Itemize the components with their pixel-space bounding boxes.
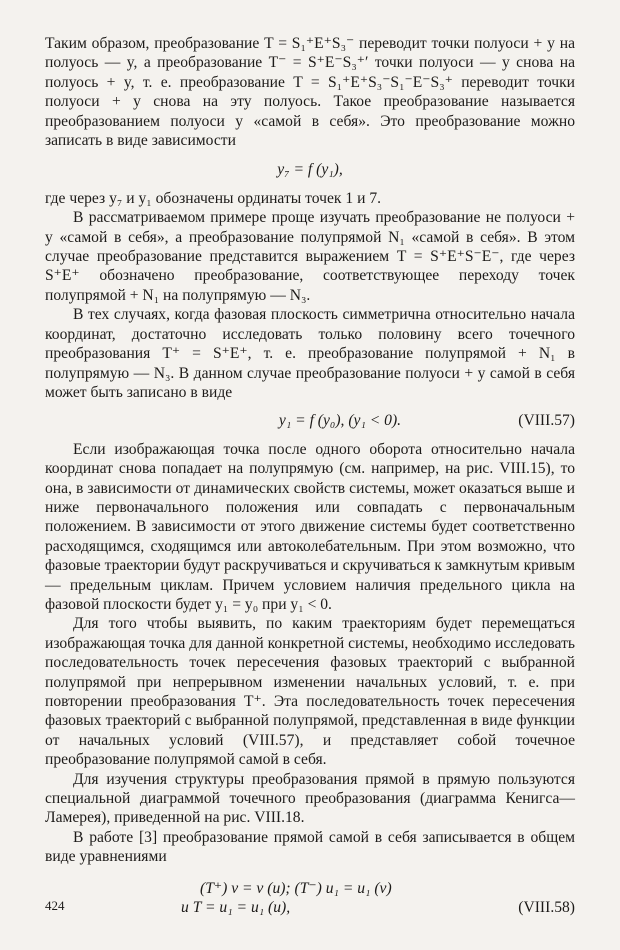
equation-number-viii-57: (VIII.57) [518, 412, 575, 430]
paragraph-5: Если изображающая точка после одного оборота относительно начала координат снова попадает на полупрямую (см. например, на рис. VIII.15), то она, в зависимости от динамических свойств системы, может оказаться выше и ниже первоначального положения или совпадать с первоначальным положением. В зависимости от этого движение системы будет соответственно расходящимся, сходящимся или автоколебательным. При этом возможно, что фазовые траектории будут раскручиваться и скручиваться к замкнутым кривым — предельным циклам. Причем условием наличия предельного цикла на фазовой плоскости будет y₁ = y₀ при y₁ < 0. [45, 440, 575, 613]
paragraph-8: В работе [3] преобразование прямой самой в себя записывается в общем виде уравнениями [45, 828, 575, 866]
equation-number-viii-58: (VIII.58) [518, 899, 575, 917]
formula-y7-text: y₇ = f (y₁), [277, 161, 343, 179]
formula-viii-57-text: y₁ = f (y₀), (y₁ < 0). [278, 412, 402, 430]
paragraph-1: Таким образом, преобразование T = S₁⁺E⁺S₃⁻ переводит точки полуоси + y на полуось — y, а преобразование T⁻ = S⁺E⁻S₃⁺′ точки полуоси — y снова на полуось + y, т. е. преобразование T = S₁⁺E⁺S₃⁻S₁⁻E⁻S₃⁺ переводит точки полуоси + y снова на эту полуось. Такое преобразование называется преобразованием полуоси y «самой в себя». Это преобразование можно записать в виде зависимости [45, 35, 575, 150]
paragraph-7: Для изучения структуры преобразования прямой в прямую пользуются специальной диаграммой точечного преобразования (диаграмма Кенигса—Ламерея), приведенной на рис. VIII.18. [45, 770, 575, 827]
formula-viii-58 [45, 879, 575, 918]
paragraph-6: Для того чтобы выявить, по каким траекториям будет перемещаться изображающая точка для данной конкретной системы, необходимо исследовать последовательность точек пересечения фазовых траекторий с выбранной полупрямой при непрерывном изменении начальных условий, т. е. при повторении преобразования T⁺. Эта последовательность точек пересечения фазовых траекторий с выбранной полупрямой, представленная в виде функции от начальных условий (VIII.57), и представляет собой точечное преобразование полупрямой самой в себя. [45, 615, 575, 769]
formula-viii-58-line-1: (T⁺) v = v (u); (T⁻) u₁ = u₁ (v) [200, 879, 392, 897]
paragraph-4: В тех случаях, когда фазовая плоскость симметрична относительно начала координат, достаточно исследовать только половину всего точечного преобразования T⁺ = S⁺E⁺, т. е. преобразование полупрямой + N₁ в полупрямую — N₃. В данном случае преобразование полуоси + y самой в себя может быть записано в виде [45, 306, 575, 401]
formula-y7 [45, 160, 575, 179]
formula-viii-57 [45, 411, 575, 430]
page-number: 424 [45, 898, 65, 913]
paragraph-2: где через y₇ и y₁ обозначены ординаты точек 1 и 7. [45, 189, 382, 207]
formula-viii-58-line-2: и T = u₁ = u₁ (u), [181, 899, 291, 917]
paragraph-3: В рассматриваемом примере проще изучать преобразование не полуоси + y «самой в себя», а преобразование полупрямой N₁ «самой в себя». В этом случае преобразование представится выражением T = S⁺E⁺S⁻E⁻, где через S⁺E⁺ обозначено преобразование, соответствующее переходу точек полупрямой + N₁ на полупрямую — N₃. [45, 209, 575, 304]
